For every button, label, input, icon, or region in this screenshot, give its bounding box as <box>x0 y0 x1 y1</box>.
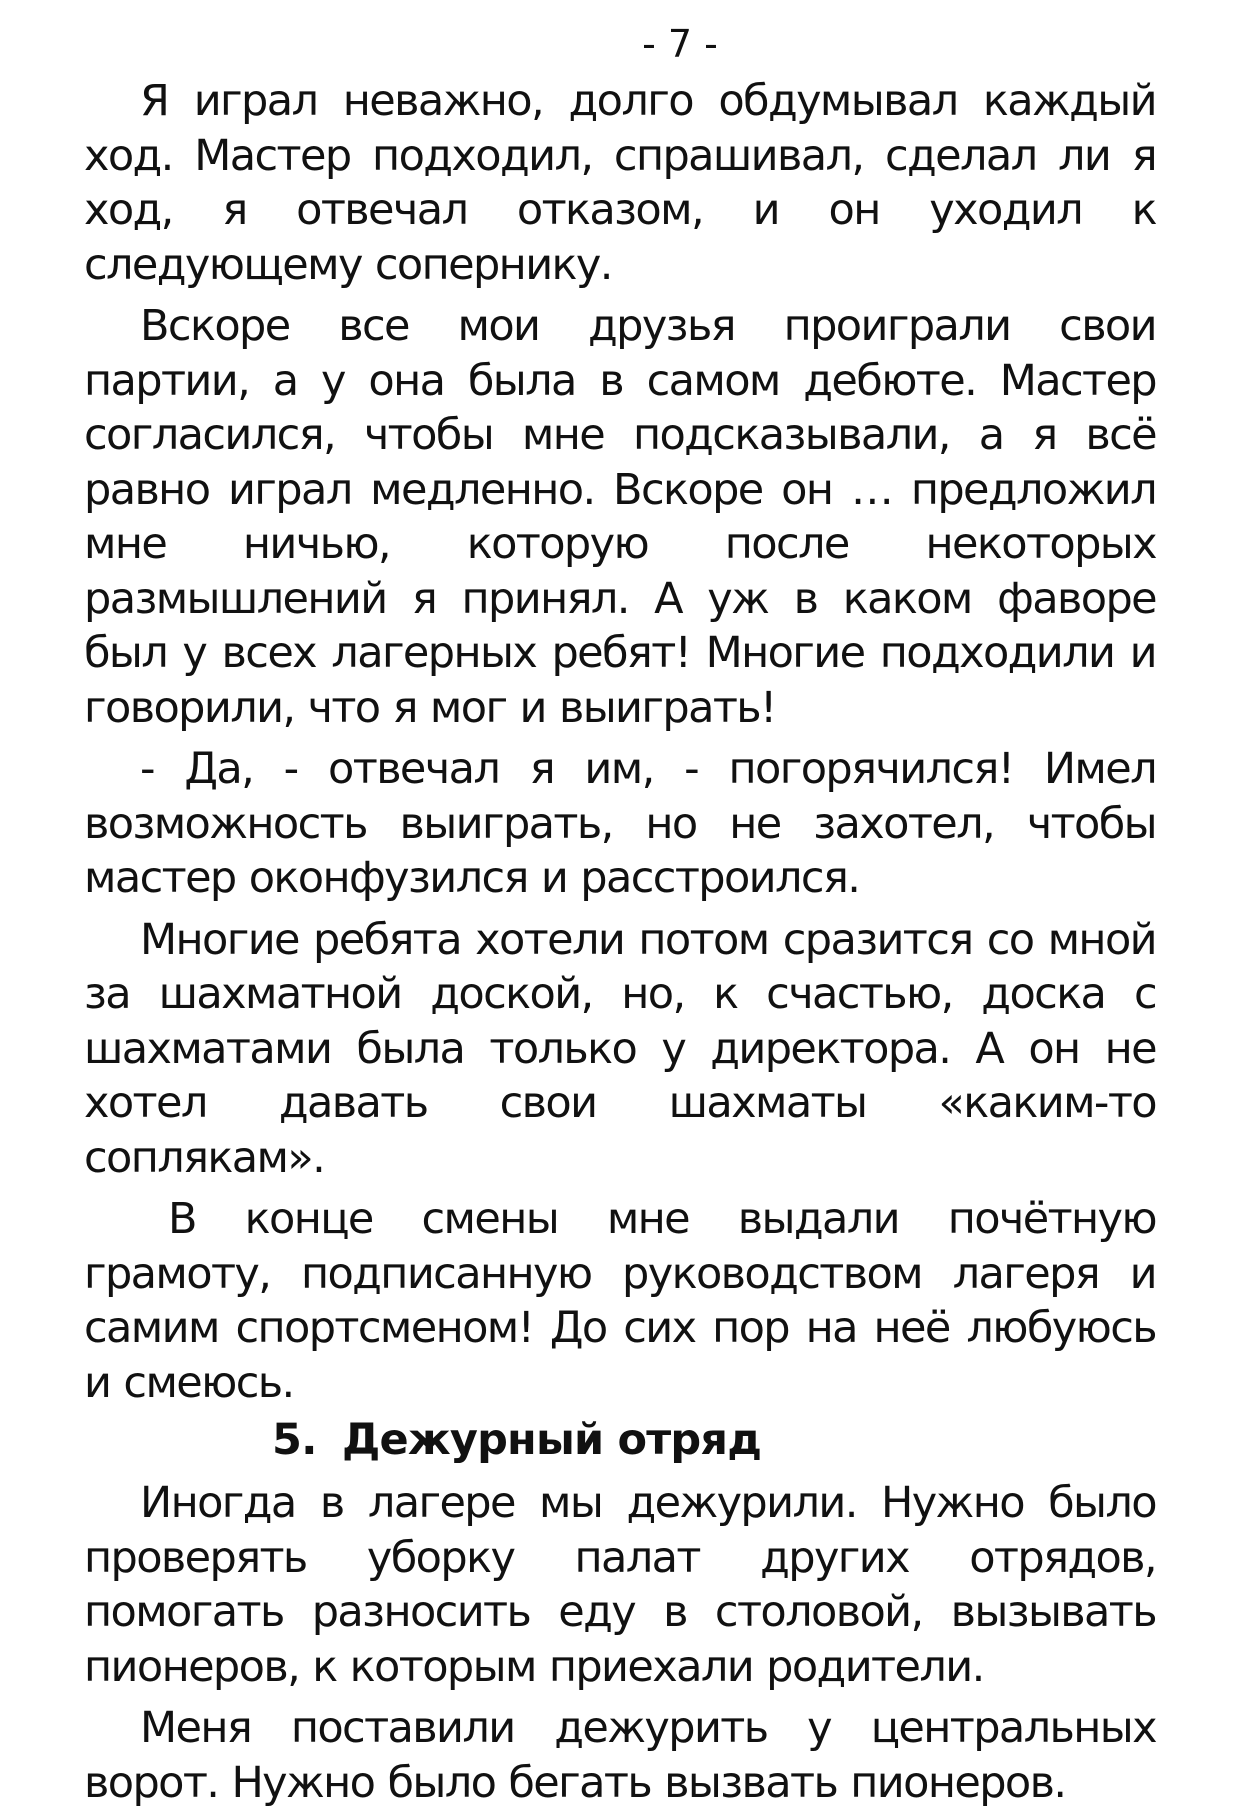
section-number: 5. <box>272 1415 317 1465</box>
page-number: - 7 - <box>642 22 718 66</box>
paragraph-2: Вскоре все мои друзья проиграли свои партии, а у она была в самом дебюте. Мастер согласился, чтобы мне подсказывали, а я всё равно играл медленно. Вскоре он … предложил мне ничью, которую после некоторых размышлений я принял. А уж в каком фаворе был у всех лагерных ребят! Многие подходили и говорили, что я мог и выиграть! <box>84 301 1156 733</box>
paragraph-1: Я играл неважно, долго обдумывал каждый ход. Мастер подходил, спрашивал, сделал ли я ход, я отвечал отказом, и он уходил к следующему сопернику. <box>84 76 1156 290</box>
paragraph-5: В конце смены мне выдали почётную грамоту, подписанную руководством лагеря и самим спортсменом! До сих пор на неё любуюсь и смеюсь. <box>84 1194 1156 1408</box>
section-heading <box>84 1412 1156 1468</box>
section-title: Дежурный отряд <box>342 1415 762 1465</box>
paragraph-3: - Да, - отвечал я им, - погорячился! Имел возможность выиграть, но не захотел, чтобы мастер оконфузился и расстроился. <box>84 744 1156 903</box>
paragraph-6: Иногда в лагере мы дежурили. Нужно было проверять уборку палат других отрядов, помогать разносить еду в столовой, вызывать пионеров, к которым приехали родители. <box>84 1478 1156 1692</box>
paragraph-4: Многие ребята хотели потом сразится со мной за шахматной доской, но, к счастью, доска с шахматами была только у директора. А он не хотел давать свои шахматы «каким-то соплякам». <box>84 914 1156 1183</box>
paragraph-7: Меня поставили дежурить у центральных ворот. Нужно было бегать вызвать пионеров. <box>84 1703 1156 1808</box>
document-page <box>84 20 1156 1810</box>
